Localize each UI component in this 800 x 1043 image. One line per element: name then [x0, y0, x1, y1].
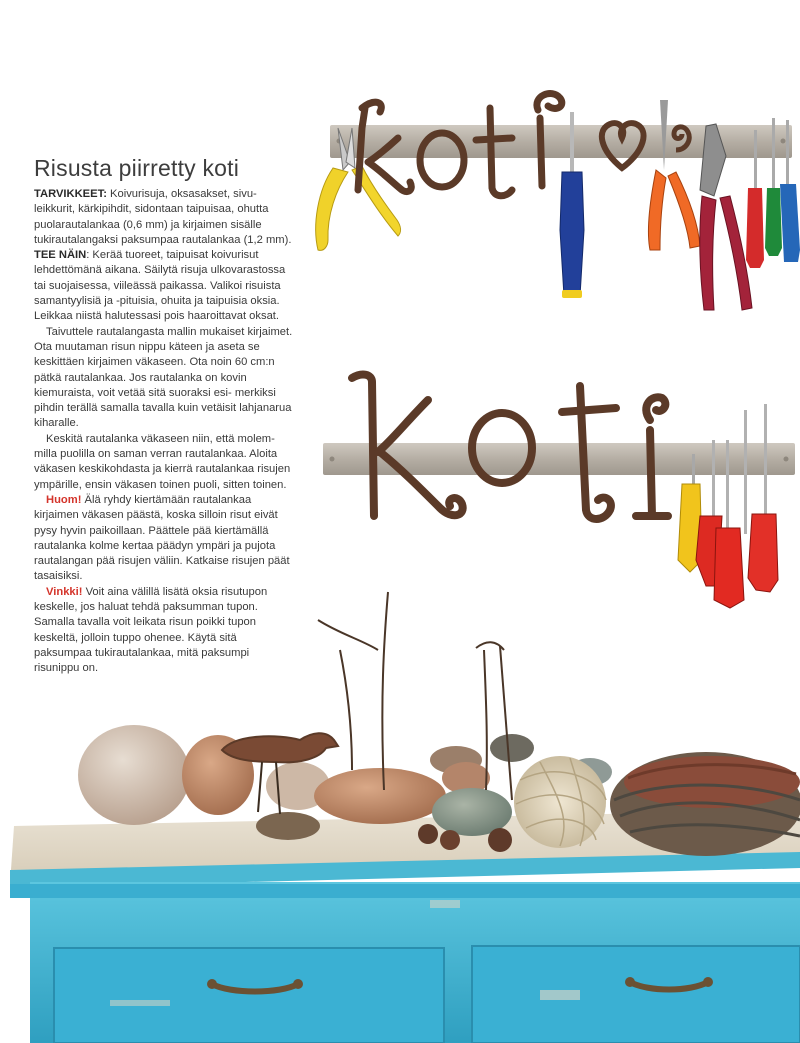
paragraph-2: Taivuttele rautalangasta mallin mukaiset kirjaimet. Ota muutaman risun nippu käteen ja aseta se keskittäen kirjaimen väkaseen. Ota noin 60 cm:n pätkä rautalankaa. Jos rautalanka on kovin kiemuraista, voit vetää sitä suoraksi esi- merkiksi pihdin terällä samalla tavalla kuin vetäisit lahjanarua kiharalle.: [34, 325, 293, 430]
screwdriver-icon: [744, 410, 747, 534]
drawer-right: [472, 946, 800, 1043]
note-heading: Huom!: [46, 493, 82, 506]
howto-heading: TEE NÄIN: [34, 249, 87, 262]
strip-screw: [781, 139, 786, 144]
stone: [490, 734, 534, 762]
page-title: Risusta piirretty koti: [34, 155, 240, 181]
stone: [256, 812, 320, 840]
stone: [78, 725, 190, 825]
twig-ball: [488, 828, 512, 852]
cabinet-rail: [10, 884, 800, 898]
upper-tool-rack: [316, 94, 800, 310]
tip-paragraph: [34, 585, 296, 677]
howto-paragraph: [34, 248, 296, 324]
supplies-text: Koivurisuja, oksasakset, sivu- leikkurit, kärkipihdit, sidontaan taipuisaa, ohutta puolarautalankaa (0,6 mm) ja kirjaimen sisälle tukirautalangaksi paksumpaa rautalankaa (1,2 mm).: [34, 188, 292, 246]
strip-screw: [330, 457, 335, 462]
twig-ball: [418, 824, 438, 844]
supplies-paragraph: [34, 187, 296, 248]
screwdriver-icon: [748, 404, 778, 592]
note-text: Älä ryhdy kiertämään rautalankaa kirjaimen väkasen päästä, koska silloin risut eivät pysy hyvin paikoillaan. Päättele pää kiertämällä rautalanka kolme kertaa päädyn ympäri ja pujota rautalangan pää risujen väliin. Katkaise risujen päät tasaisiksi.: [34, 493, 290, 583]
howto-text: : Kerää tuoreet, taipuisat koivurisut lehdettömänä aikana. Säilytä risuja ulkovarastossa tai suojaisessa, viileässä paikassa. Valikoi risuista samantyylisiä ja -pituisia, ohuita ja taipuisia oksia. Leikkaa niistä halutessasi pois haaroittavat oksat.: [34, 249, 286, 323]
stone: [314, 768, 446, 824]
twine-ball: [514, 756, 606, 848]
twig-nest: [610, 752, 800, 856]
strip-screw: [784, 457, 789, 462]
supplies-heading: TARVIKKEET:: [34, 188, 107, 200]
lower-tool-rack: [323, 375, 795, 608]
article-text: [34, 155, 296, 677]
pliers-icon: [648, 100, 700, 250]
paragraph-3: Keskitä rautalanka väkaseen niin, että molem- milla puolilla on saman verran rautalankaa. Aloita väkasen keskikohdasta ja kierrä rautalankaa risujen ympärille, ensin väkasen toinen puoli, sitten toinen.: [34, 432, 291, 491]
twig-ball: [440, 830, 460, 850]
tip-heading: Vinkki!: [46, 585, 83, 598]
tip-text: Voit aina välillä lisätä oksia risutupon keskelle, jos haluat tehdä paksumman tupon. Samalla tavalla voit leikata risun poikki tupon keskeltä, jolloin tuppo ohenee. Käytä sitä paksumpaa tukirautalankaa, mitä paksumpi risunippu on.: [34, 585, 268, 675]
drawer-left: [54, 948, 444, 1043]
note-paragraph: [34, 493, 296, 585]
